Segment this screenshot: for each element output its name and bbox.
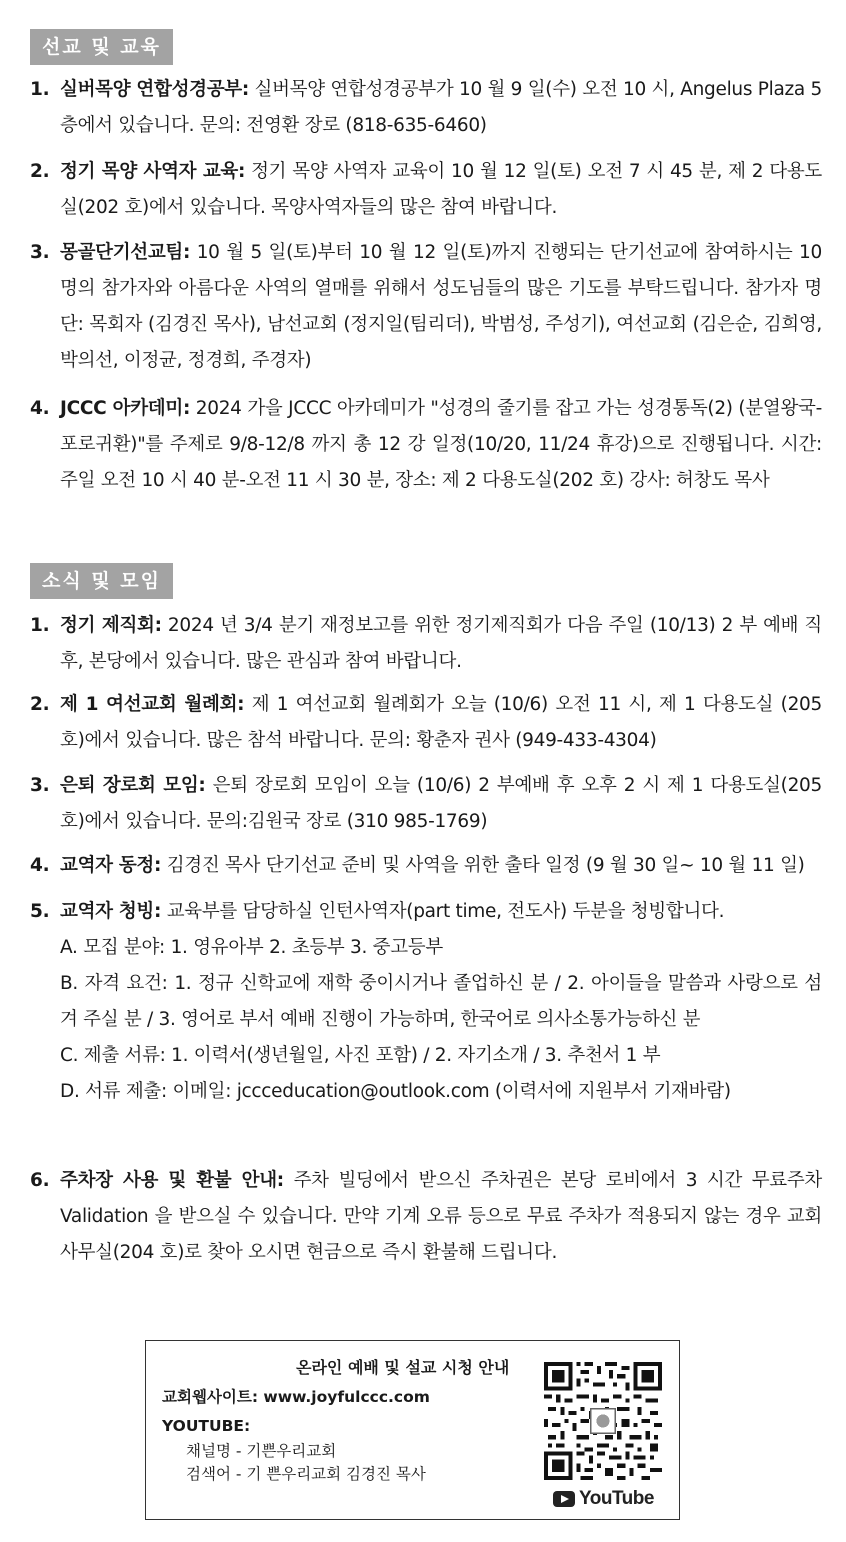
list-item	[30, 154, 822, 226]
item-title: 실버목양 연합성경공부:	[60, 79, 249, 100]
list-item	[30, 768, 822, 840]
item-text: 주차 빌딩에서 받으신 주차권은 본당 로비에서 3 시간 무료주차 Validation 을 받으실 수 있습니다. 만약 기계 오류 등으로 무료 주차가 적용되지 않는 경우 교회 사무실(204 호)로 찾아 오시면 현금으로 즉시 환불해 드립니다.	[60, 1170, 823, 1263]
church-website: 교회웹사이트: www.joyfulccc.com	[162, 1388, 430, 1406]
item-title: 제 1 여선교회 월례회:	[60, 694, 245, 715]
youtube-logo-text: YouTube	[579, 1488, 654, 1509]
item-title: 정기 목양 사역자 교육:	[60, 161, 246, 182]
item-text: 정기 목양 사역자 교육이 10 월 12 일(토) 오전 7 시 45 분, 제 2 다용도실(202 호)에서 있습니다. 목양사역자들의 많은 참여 바랍니다.	[60, 161, 822, 218]
youtube-play-icon	[553, 1491, 575, 1507]
item-text: 김경진 목사 단기선교 준비 및 사역을 위한 출타 일정 (9 월 30 일~ 10 월 11 일)	[161, 855, 805, 876]
list-item	[30, 391, 822, 499]
item-text: 2024 년 3/4 분기 재정보고를 위한 정기제직회가 다음 주일 (10/13) 2 부 예배 직후, 본당에서 있습니다. 많은 관심과 참여 바랍니다.	[60, 615, 822, 672]
sub-item-b: B. 자격 요건: 1. 정규 신학교에 재학 중이시거나 졸업하신 분 / 2. 아이들을 말씀과 사랑으로 섬겨 주실 분 / 3. 영어로 부서 예배 진행이 가능하며, 한국어로 의사소통가능하신 분	[60, 973, 822, 1030]
item-text: 은퇴 장로회 모임이 오늘 (10/6) 2 부예배 후 오후 2 시 제 1 다용도실(205 호)에서 있습니다. 문의:김원국 장로 (310 985-1769)	[60, 775, 822, 832]
section-heading-news: 소식 및 모임	[30, 563, 173, 599]
qr-code-icon	[544, 1361, 662, 1481]
item-number: 4.	[30, 855, 50, 876]
list-item	[30, 1163, 822, 1271]
youtube-logo	[553, 1487, 654, 1511]
section-heading-mission: 선교 및 교육	[30, 29, 173, 65]
item-number: 3.	[30, 775, 50, 796]
online-worship-info-box	[145, 1340, 680, 1520]
item-title: 정기 제직회:	[60, 615, 162, 636]
list-item	[30, 687, 822, 759]
list-item	[30, 235, 822, 379]
item-number: 1.	[30, 615, 50, 636]
item-number: 2.	[30, 161, 50, 182]
info-box-title: 온라인 예배 및 설교 시청 안내	[296, 1358, 510, 1377]
sub-item-c: C. 제출 서류: 1. 이력서(생년월일, 사진 포함) / 2. 자기소개 / 3. 추천서 1 부	[60, 1045, 661, 1066]
channel-name: 채널명 - 기쁜우리교회	[186, 1442, 337, 1460]
item-number: 3.	[30, 242, 50, 263]
item-title: 주차장 사용 및 환불 안내:	[60, 1170, 284, 1191]
item-number: 2.	[30, 694, 50, 715]
item-text: 실버목양 연합성경공부가 10 월 9 일(수) 오전 10 시, Angelus Plaza 5 층에서 있습니다. 문의: 전영환 장로 (818-635-6460)	[60, 79, 822, 136]
item-number: 4.	[30, 398, 50, 419]
search-term: 검색어 - 기 쁜우리교회 김경진 목사	[186, 1465, 426, 1483]
item-title: 교역자 청빙:	[60, 901, 162, 922]
item-number: 6.	[30, 1170, 50, 1191]
item-title: JCCC 아카데미:	[60, 398, 191, 419]
item-title: 교역자 동정:	[60, 855, 162, 876]
list-item	[30, 848, 822, 884]
item-text: 제 1 여선교회 월례회가 오늘 (10/6) 오전 11 시, 제 1 다용도실 (205 호)에서 있습니다. 많은 참석 바랍니다. 문의: 황춘자 권사 (949-433-4304)	[60, 694, 822, 751]
item-text: 2024 가을 JCCC 아카데미가 "성경의 줄기를 잡고 가는 성경통독(2) (분열왕국-포로귀환)"를 주제로 9/8-12/8 까지 총 12 강 일정(10/20, 11/24 휴강)으로 진행됩니다. 시간: 주일 오전 10 시 40 분-오전 11 시 30 분, 장소: 제 2 다용도실(202 호) 강사: 허창도 목사	[60, 398, 822, 491]
sub-item-a: A. 모집 분야: 1. 영유아부 2. 초등부 3. 중고등부	[60, 937, 443, 958]
item-text: 10 월 5 일(토)부터 10 월 12 일(토)까지 진행되는 단기선교에 참여하시는 10 명의 참가자와 아름다운 사역의 열매를 위해서 성도님들의 많은 기도를 부탁드립니다. 참가자 명단: 목회자 (김경진 목사), 남선교회 (정지일(팀리더), 박범성, 주성기), 여선교회 (김은순, 김희영, 박의선, 이정균, 정경희, 주경자)	[60, 242, 822, 371]
youtube-label: YOUTUBE:	[162, 1417, 251, 1435]
list-item	[30, 608, 822, 680]
item-title: 은퇴 장로회 모임:	[60, 775, 206, 796]
list-item	[30, 894, 822, 1110]
list-item	[30, 72, 822, 144]
sub-item-d: D. 서류 제출: 이메일: jccceducation@outlook.com (이력서에 지원부서 기재바람)	[60, 1081, 731, 1102]
item-text: 교육부를 담당하실 인턴사역자(part time, 전도사) 두분을 청빙합니다.	[161, 901, 725, 922]
item-title: 몽골단기선교팀:	[60, 242, 191, 263]
item-number: 1.	[30, 79, 50, 100]
item-number: 5.	[30, 901, 50, 922]
